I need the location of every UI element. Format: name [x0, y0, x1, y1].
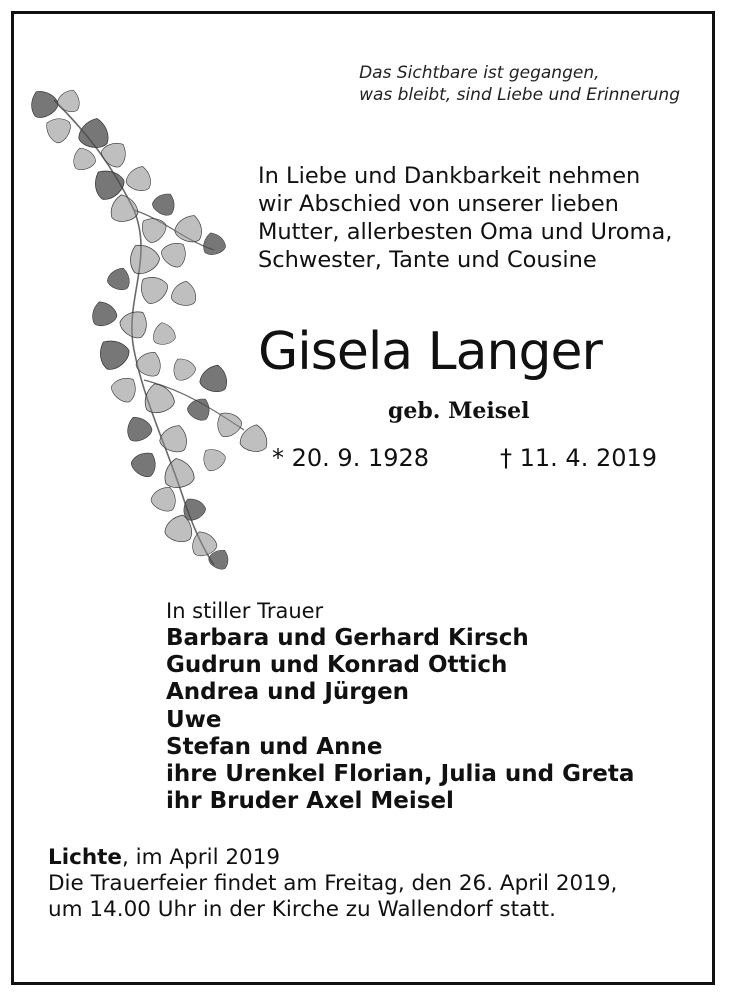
ivy-leaf-icon — [106, 264, 134, 292]
ivy-leaf-icon — [25, 85, 61, 121]
mourner-name: ihre Urenkel Florian, Julia und Greta — [166, 761, 635, 788]
ivy-leaf-icon — [158, 421, 192, 455]
ivy-leaf-icon — [108, 371, 142, 405]
ivy-leaf-icon — [92, 333, 133, 374]
place-date — [48, 845, 698, 871]
motto — [359, 62, 680, 106]
mourners-block — [166, 598, 634, 815]
motto-line: was bleibt, sind Liebe und Erinnerung — [359, 85, 680, 105]
intro-line: Mutter, allerbesten Oma und Uroma, — [258, 219, 673, 245]
ivy-leaves-icon — [14, 80, 284, 570]
intro-line: wir Abschied von unserer lieben — [258, 191, 619, 217]
death-date: † 11. 4. 2019 — [500, 444, 658, 472]
mourners-heading: In stiller Trauer — [166, 599, 324, 623]
ceremony-line: um 14.00 Uhr in der Kirche zu Wallendorf statt. — [48, 897, 556, 922]
ivy-leaf-icon — [150, 189, 180, 219]
ivy-leaf-icon — [134, 347, 166, 379]
ivy-leaf-icon — [170, 279, 198, 307]
mourner-name: Gudrun und Konrad Ottich — [166, 652, 508, 679]
ivy-leaf-icon — [173, 211, 207, 245]
intro-line: Schwester, Tante und Cousine — [258, 247, 597, 273]
date-text: , im April 2019 — [121, 845, 281, 870]
place-name: Lichte — [48, 845, 122, 870]
ivy-leaf-icon — [134, 270, 172, 308]
mourner-name: Stefan und Anne — [166, 733, 383, 760]
intro-text — [258, 162, 684, 274]
ivy-leaf-icon — [162, 456, 196, 490]
ivy-leaf-icon — [198, 362, 231, 395]
birth-date: * 20. 9. 1928 — [272, 444, 430, 472]
ivy-leaf-icon — [88, 298, 119, 329]
ivy-leaf-icon — [69, 144, 97, 172]
maiden-name: geb. Meisel — [388, 398, 530, 424]
ivy-leaf-icon — [168, 354, 198, 384]
ivy-leaf-icon — [125, 163, 155, 193]
ivy-leaf-icon — [56, 86, 84, 114]
ivy-leaf-icon — [123, 238, 163, 278]
motto-line: Das Sichtbare ist gegangen, — [359, 63, 600, 83]
ivy-leaf-icon — [122, 412, 154, 444]
ivy-leaf-icon — [200, 230, 227, 257]
ivy-leaf-icon — [41, 112, 74, 145]
mourners-list — [166, 625, 634, 815]
ivy-leaf-icon — [141, 380, 177, 416]
ceremony-line: Die Trauerfeier findet am Freitag, den 26. April 2019, — [48, 871, 618, 896]
footer — [48, 845, 698, 923]
ivy-leaf-icon — [117, 305, 154, 342]
ivy-leaf-icon — [128, 447, 162, 481]
intro-line: In Liebe und Dankbarkeit nehmen — [258, 163, 641, 189]
mourner-name: Barbara und Gerhard Kirsch — [166, 625, 529, 651]
ivy-leaf-icon — [78, 116, 112, 150]
mourner-name: Andrea und Jürgen — [166, 679, 410, 706]
ivy-leaf-icon — [239, 423, 270, 454]
ivy-leaf-icon — [198, 443, 229, 474]
deceased-name: Gisela Langer — [258, 322, 602, 382]
mourner-name: Uwe — [166, 706, 222, 733]
ivy-leaf-icon — [151, 321, 176, 346]
mourner-name: ihr Bruder Axel Meisel — [166, 788, 454, 815]
